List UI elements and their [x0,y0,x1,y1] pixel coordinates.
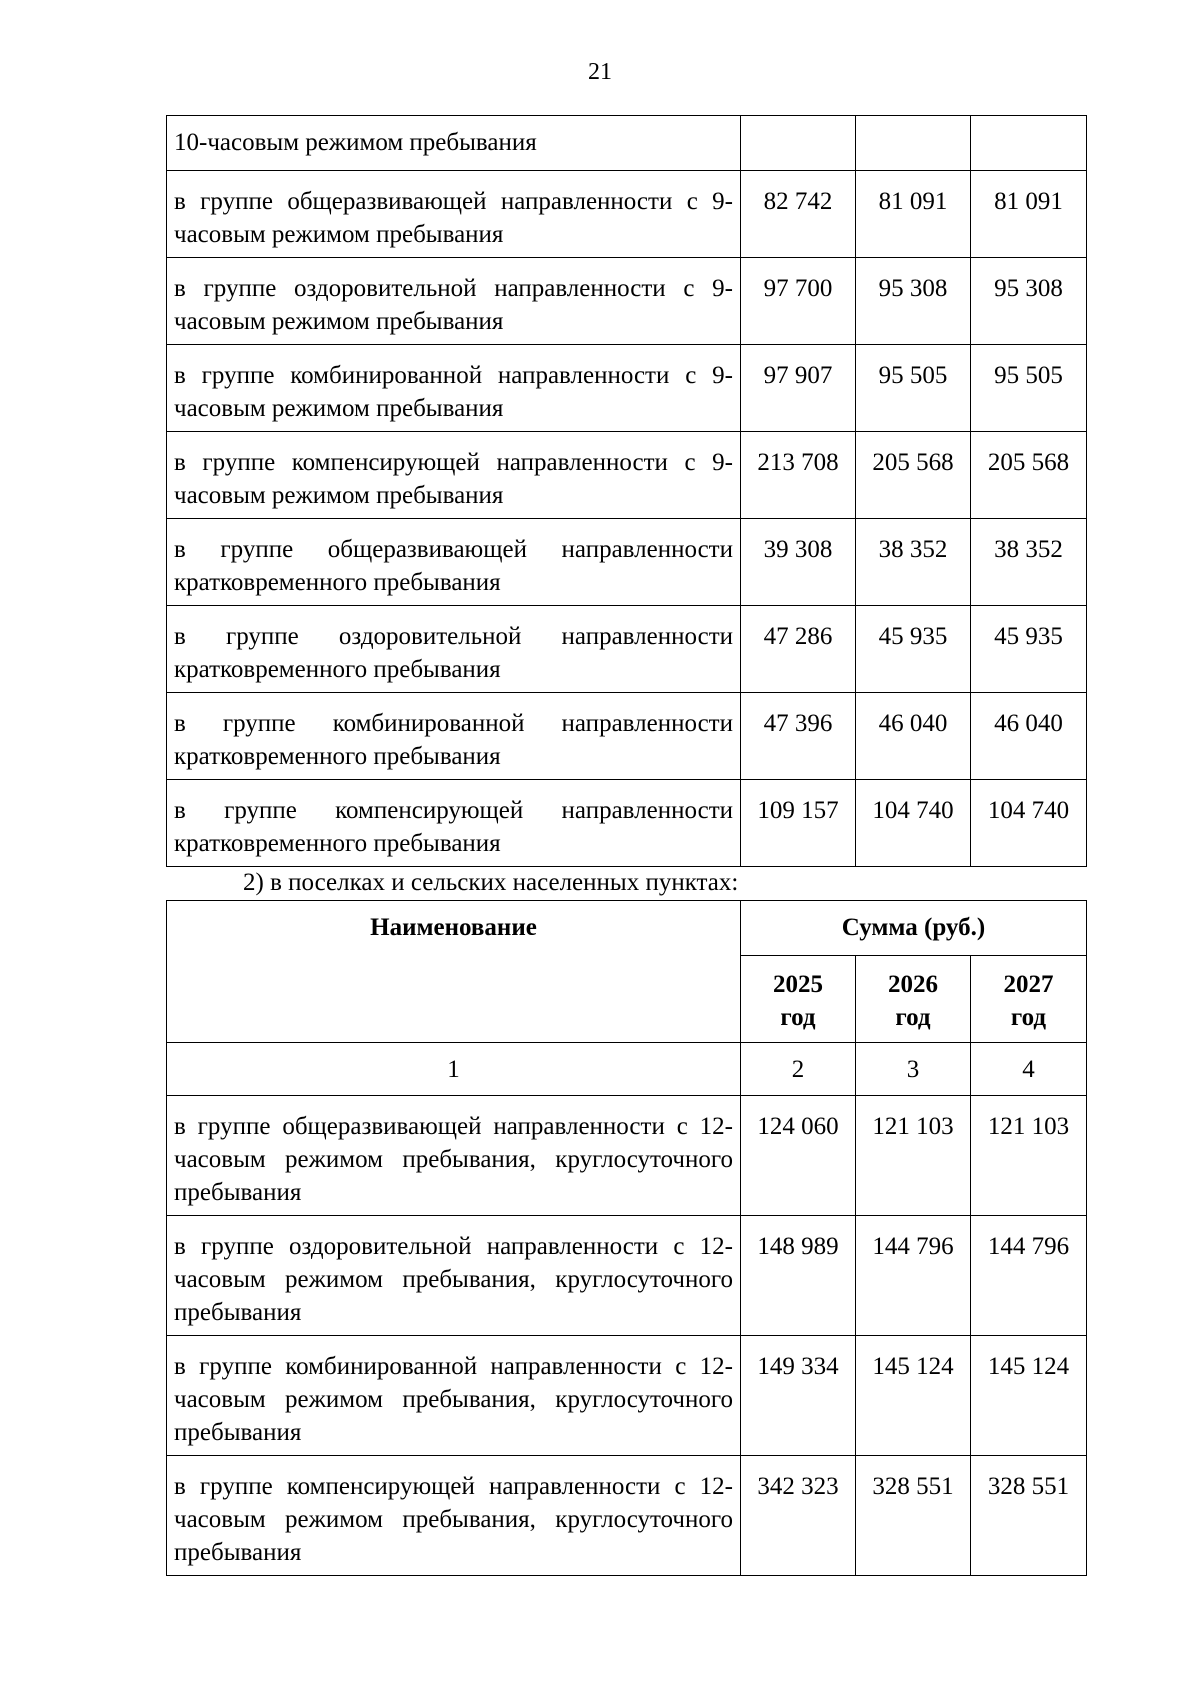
value-cell-2026: 121 103 [856,1096,971,1216]
row-name-cell: в группе комбинированной направленности кратковременного пребывания [167,693,741,780]
value-cell-2025: 47 286 [741,606,856,693]
table-row [167,1096,1087,1216]
row-name-cell: в группе компенсирующей направленности с 12-часовым режимом пребывания, круглосуточного пребывания [167,1456,741,1576]
table-row [167,693,1087,780]
table-row [167,116,1087,171]
column-header-name: Наименование [167,901,741,1043]
column-header-2027 [971,956,1087,1043]
value-cell-2026: 38 352 [856,519,971,606]
value-cell-2025: 47 396 [741,693,856,780]
value-cell-2027: 205 568 [971,432,1087,519]
row-name-cell: в группе комбинированной направленности с 12-часовым режимом пребывания, круглосуточного пребывания [167,1336,741,1456]
value-cell-2027: 46 040 [971,693,1087,780]
value-cell-2026: 328 551 [856,1456,971,1576]
table-row [167,780,1087,867]
value-cell-2026 [856,116,971,171]
row-name-cell: в группе оздоровительной направленности с 12-часовым режимом пребывания, круглосуточного пребывания [167,1216,741,1336]
value-cell-2027: 45 935 [971,606,1087,693]
value-cell-2025: 97 907 [741,345,856,432]
value-cell-2027: 144 796 [971,1216,1087,1336]
row-name-cell: в группе комбинированной направленности с 9-часовым режимом пребывания [167,345,741,432]
value-cell-2025: 109 157 [741,780,856,867]
value-cell-2026: 104 740 [856,780,971,867]
value-cell-2025: 97 700 [741,258,856,345]
value-cell-2027: 145 124 [971,1336,1087,1456]
tariff-table-continued [166,115,1087,867]
table-row [167,345,1087,432]
column-header-2025 [741,956,856,1043]
column-index-cell: 3 [856,1043,971,1096]
column-index-row [167,1043,1087,1096]
row-name-cell: в группе оздоровительной направленности с 9-часовым режимом пребывания [167,258,741,345]
value-cell-2027: 95 505 [971,345,1087,432]
value-cell-2027: 104 740 [971,780,1087,867]
column-header-2026 [856,956,971,1043]
tariff-table-villages [166,900,1087,1576]
table-row [167,1336,1087,1456]
table-row [167,606,1087,693]
value-cell-2026: 46 040 [856,693,971,780]
year-unit-label: год [780,1004,816,1031]
year-unit-label: год [1010,1004,1047,1031]
column-index-cell: 4 [971,1043,1087,1096]
table-row [167,1216,1087,1336]
value-cell-2026: 144 796 [856,1216,971,1336]
row-name-cell: в группе общеразвивающей направленности с 9-часовым режимом пребывания [167,171,741,258]
year-unit-label: год [895,1004,931,1031]
row-name-cell: в группе общеразвивающей направленности кратковременного пребывания [167,519,741,606]
value-cell-2025: 148 989 [741,1216,856,1336]
column-header-sum: Сумма (руб.) [741,901,1087,956]
value-cell-2025: 149 334 [741,1336,856,1456]
value-cell-2025: 39 308 [741,519,856,606]
value-cell-2027: 81 091 [971,171,1087,258]
column-index-cell: 2 [741,1043,856,1096]
value-cell-2026: 81 091 [856,171,971,258]
value-cell-2026: 205 568 [856,432,971,519]
value-cell-2026: 145 124 [856,1336,971,1456]
value-cell-2025: 82 742 [741,171,856,258]
value-cell-2025: 124 060 [741,1096,856,1216]
value-cell-2025: 213 708 [741,432,856,519]
value-cell-2027: 38 352 [971,519,1087,606]
table-row [167,519,1087,606]
row-name-cell: в группе общеразвивающей направленности с 12-часовым режимом пребывания, круглосуточного пребывания [167,1096,741,1216]
section-caption: 2) в поселках и сельских населенных пунктах: [243,869,739,896]
row-name-cell: в группе компенсирующей направленности кратковременного пребывания [167,780,741,867]
column-index-cell: 1 [167,1043,741,1096]
table-row [167,432,1087,519]
table-header-row [167,901,1087,956]
value-cell-2027: 121 103 [971,1096,1087,1216]
value-cell-2025 [741,116,856,171]
value-cell-2026: 95 505 [856,345,971,432]
page-number: 21 [588,59,612,85]
year-label: 2026 [888,971,938,998]
row-name-cell: в группе компенсирующей направленности с 9-часовым режимом пребывания [167,432,741,519]
year-label: 2025 [773,971,823,998]
table-row [167,1456,1087,1576]
value-cell-2026: 95 308 [856,258,971,345]
value-cell-2026: 45 935 [856,606,971,693]
table-row [167,171,1087,258]
row-name-cell: 10-часовым режимом пребывания [167,116,741,171]
value-cell-2027: 95 308 [971,258,1087,345]
table-row [167,258,1087,345]
year-label: 2027 [1003,971,1054,998]
value-cell-2027 [971,116,1087,171]
row-name-cell: в группе оздоровительной направленности кратковременного пребывания [167,606,741,693]
value-cell-2027: 328 551 [971,1456,1087,1576]
value-cell-2025: 342 323 [741,1456,856,1576]
